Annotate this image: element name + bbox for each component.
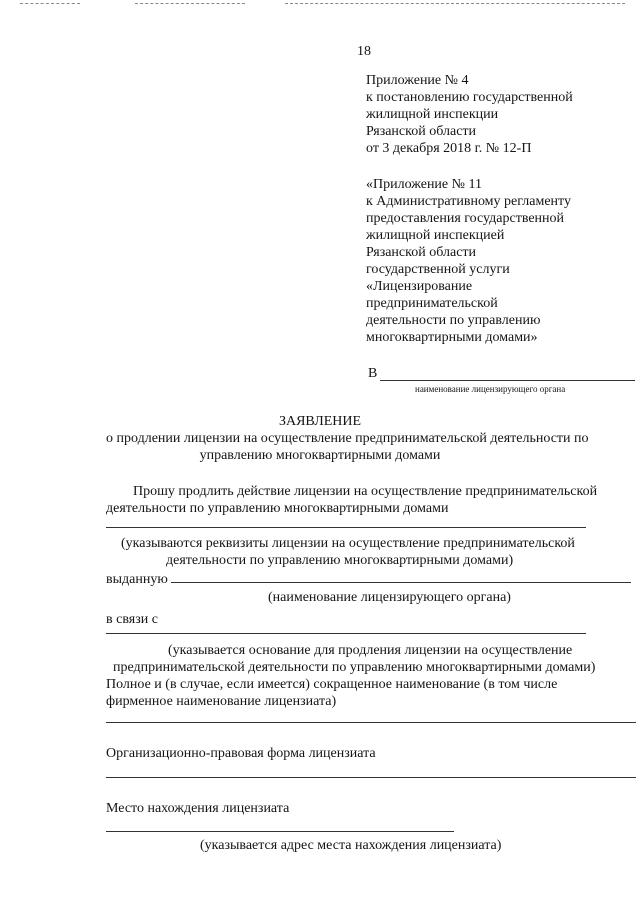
issued-by-field[interactable] <box>171 582 631 583</box>
page-number: 18 <box>357 44 371 59</box>
location-field[interactable] <box>106 831 454 832</box>
issued-label: выданную <box>106 572 168 587</box>
field-hint: (указываются реквизиты лицензии на осуществление предпринимательской <box>121 536 575 551</box>
appendix-line: Приложение № 4 <box>366 73 469 88</box>
appendix-line: жилищной инспекцией <box>366 228 505 243</box>
appendix-line: «Приложение № 11 <box>366 177 482 192</box>
document-title: ЗАЯВЛЕНИЕ <box>278 414 362 429</box>
license-requisites-field[interactable] <box>106 527 586 528</box>
field-hint: деятельности по управлению многоквартирными домами) <box>166 553 514 568</box>
appendix-line: от 3 декабря 2018 г. № 12-П <box>366 141 532 156</box>
scan-artifact <box>135 3 245 4</box>
appendix-line: «Лицензирование <box>366 279 473 294</box>
field-hint: (указывается адрес места нахождения лицензиата) <box>200 838 502 853</box>
body-text: Прошу продлить действие лицензии на осуществление предпринимательской <box>133 484 598 499</box>
legal-form-field[interactable] <box>106 777 636 778</box>
appendix-line: государственной услуги <box>366 262 510 277</box>
body-text: фирменное наименование лицензиата) <box>106 694 337 709</box>
legal-form-label: Организационно-правовая форма лицензиата <box>106 746 376 761</box>
addressee-caption: наименование лицензирующего органа <box>415 384 566 394</box>
addressee-field[interactable] <box>380 380 635 381</box>
appendix-line: деятельности по управлению <box>366 313 541 328</box>
reason-field[interactable] <box>106 633 586 634</box>
appendix-line: Рязанской области <box>366 124 477 139</box>
location-label: Место нахождения лицензиата <box>106 801 290 816</box>
appendix-line: жилищной инспекции <box>366 107 499 122</box>
document-subtitle: управлению многоквартирными домами <box>199 448 441 463</box>
appendix-line: предоставления государственной <box>366 211 565 226</box>
field-hint: (наименование лицензирующего органа) <box>268 590 511 605</box>
body-text: Полное и (в случае, если имеется) сокращенное наименование (в том числе <box>106 677 558 692</box>
body-text: деятельности по управлению многоквартирными домами <box>106 501 449 516</box>
appendix-line: предпринимательской <box>366 296 498 311</box>
field-hint: (указывается основание для продления лицензии на осуществление <box>168 643 573 658</box>
field-hint: предпринимательской деятельности по управлению многоквартирными домами) <box>113 660 596 675</box>
appendix-line: к постановлению государственной <box>366 90 573 105</box>
reason-label: в связи с <box>106 612 158 627</box>
appendix-line: Рязанской области <box>366 245 477 260</box>
document-subtitle: о продлении лицензии на осуществление предпринимательской деятельности по <box>106 431 589 446</box>
scan-artifact <box>20 3 80 4</box>
addressee-prefix: В <box>368 366 378 381</box>
scan-artifact <box>285 3 625 4</box>
licensee-name-field[interactable] <box>106 722 636 723</box>
appendix-line: многоквартирными домами» <box>366 330 538 345</box>
appendix-line: к Административному регламенту <box>366 194 571 209</box>
